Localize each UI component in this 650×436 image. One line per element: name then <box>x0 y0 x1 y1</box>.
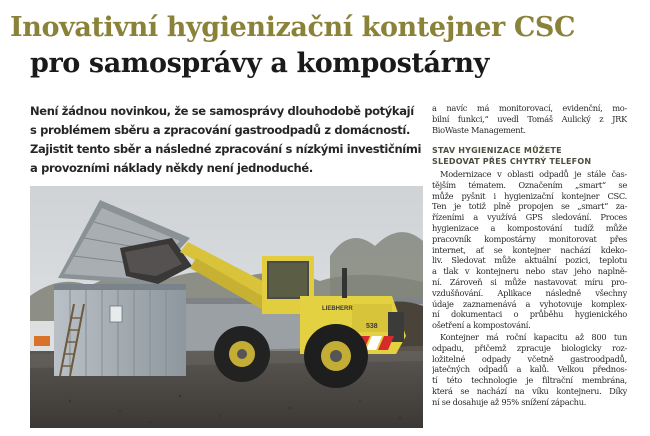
paragraph-line: ložitelné odpady včetně gastroodpadů, <box>432 353 627 364</box>
paragraph-line: Modernizace v oblasti odpadů je stále čas- <box>440 169 627 179</box>
paragraph-line: může pyšnit i hygienizační kontejner CSC. <box>432 190 627 201</box>
article-photo <box>30 186 423 428</box>
quote-line: BioWaste Management. <box>432 124 526 135</box>
paragraph-line: odpadu, přičemž zpracuje biologicky roz- <box>432 342 627 353</box>
section-heading <box>432 146 627 167</box>
paragraph-capacity <box>432 332 627 408</box>
paragraph-line: jatečných odpadů a kalů. Velkou přednos- <box>432 364 627 375</box>
paragraph-line: tí této technologie je filtrační membrána, <box>432 375 627 386</box>
loader-brand-text: LIEBHERR <box>322 306 353 312</box>
paragraph-line: ní se dosahuje až 95% snížení zápachu. <box>432 396 587 407</box>
paragraph-line: Ten je totiž plně propojen se „smart“ za- <box>432 201 627 212</box>
paragraph-line: liv. Sledovat může aktuální pozici, teplotu <box>432 255 627 266</box>
paragraph-line: pracovník kompostárny monitorovat přes <box>432 233 627 244</box>
paragraph-line: ošetření a kompostování. <box>432 320 531 331</box>
paragraph-smart <box>432 169 627 331</box>
lead-line: a provozními náklady někdy není jednoduché. <box>30 161 313 175</box>
paragraph-line: ní dokumentaci o průběhu hygienického <box>432 309 627 320</box>
paragraph-line: vzdušňování. Aplikace následně všechny <box>432 287 627 298</box>
paragraph-line: která se nachází na víku kontejneru. Díky <box>432 385 627 396</box>
section-heading-line: STAV HYGIENIZACE MŮŽETE <box>432 146 562 155</box>
paragraph-line: řízeními a využívá GPS sledování. Proces <box>432 212 627 223</box>
article-title-line1: Inovativní hygienizační kontejner CSC <box>10 12 576 43</box>
paragraph-line: a tlak v kontejneru nebo stav jeho naplně- <box>432 266 627 277</box>
lead-line: Není žádnou novinkou, že se samosprávy dlouhodobě potýkají <box>30 104 414 118</box>
quote-line: bilní funkci,“ uvedl Tomáš Aulický z JRK <box>432 113 627 124</box>
paragraph-line: hygienizace a kompostování tudíž může <box>432 222 627 233</box>
paragraph-line: Kontejner má roční kapacitu až 800 tun <box>440 332 627 342</box>
paragraph-line: tějším tématem. Označením „smart“ se <box>432 179 627 190</box>
quote-line: a navíc má monitorovací, evidenční, mo- <box>432 103 627 113</box>
loader-model-text: 538 <box>366 323 378 330</box>
paragraph-line: ní. Zároveň si může nastavovat míru pro- <box>432 276 627 287</box>
lead-line: s problémem sběru a zpracování gastroodpadů z domácností. <box>30 123 410 137</box>
section-heading-line: SLEDOVAT PŘES CHYTRÝ TELEFON <box>432 156 592 166</box>
article-title-line2: pro samosprávy a kompostárny <box>30 48 489 79</box>
lead-line: Zajistit tento sběr a následné zpracování s nízkými investičními <box>30 142 422 156</box>
article-lead <box>30 102 425 178</box>
paragraph-line: internet, ať se kontejner nachází kdeko- <box>432 244 627 255</box>
quote-block <box>432 103 627 135</box>
paragraph-line: údaje zaznamenává a vyhotovuje komplex- <box>432 298 627 309</box>
